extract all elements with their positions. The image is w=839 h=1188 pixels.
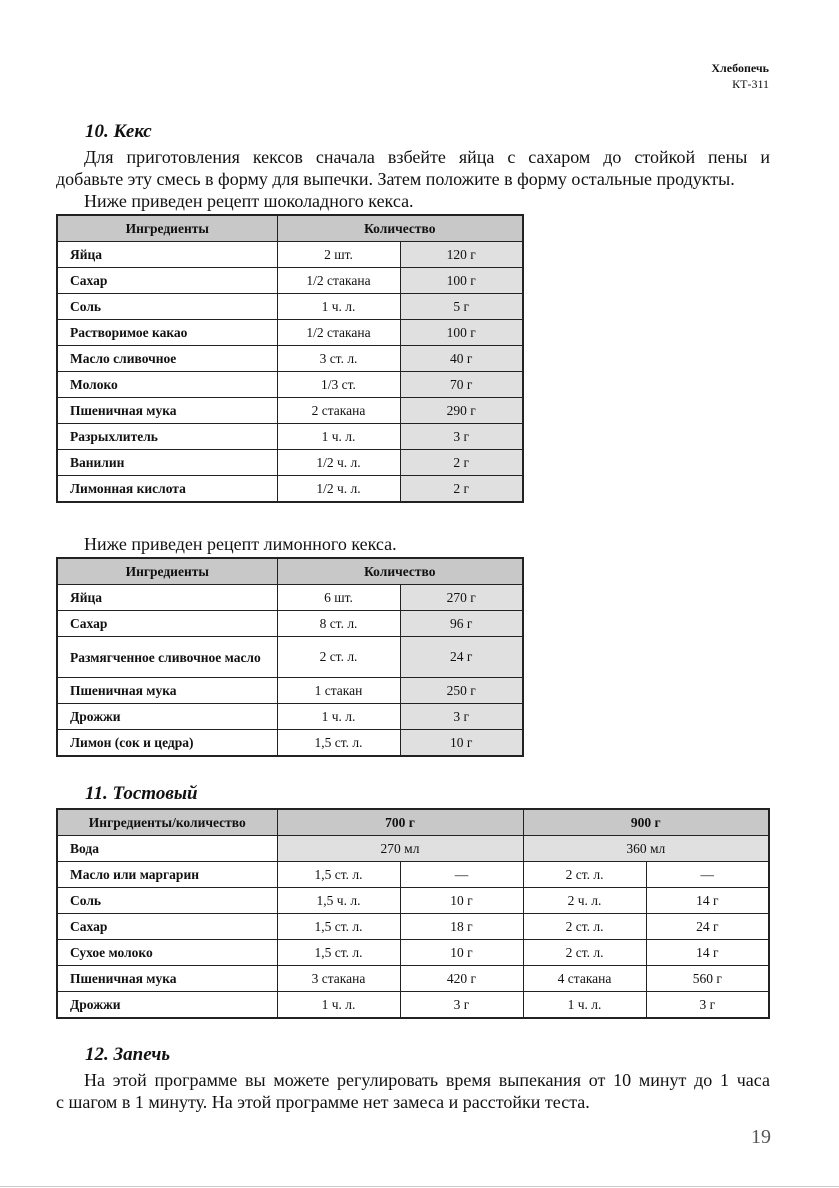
ingredient-name: Растворимое какао	[57, 320, 277, 346]
table-row	[57, 320, 523, 346]
header-brand: Хлебопечь	[711, 61, 769, 75]
ingredient-name: Пшеничная мука	[57, 678, 277, 704]
running-header	[711, 60, 769, 92]
table-row	[57, 836, 769, 862]
ingredient-name: Лимонная кислота	[57, 476, 277, 503]
measure-900: 2 ч. л.	[523, 888, 646, 914]
table-row	[57, 294, 523, 320]
table-row	[57, 704, 523, 730]
table-row	[57, 637, 523, 678]
toast-bread-table	[56, 808, 770, 1019]
bake-paragraph-line1: На этой программе вы можете регулировать время выпекания от 10 минут до 1 часа	[84, 1070, 770, 1090]
ingredient-weight: 2 г	[400, 450, 523, 476]
ingredient-name: Яйца	[57, 585, 277, 611]
page-number: 19	[751, 1126, 771, 1148]
ingredient-name: Соль	[57, 888, 277, 914]
ingredient-measure: 1,5 ст. л.	[277, 730, 400, 757]
measure-900: 2 ст. л.	[523, 940, 646, 966]
ingredient-measure: 3 ст. л.	[277, 346, 400, 372]
bake-paragraph-line2: с шагом в 1 минуту. На этой программе нет замеса и расстойки теста.	[56, 1092, 590, 1112]
ingredient-measure: 8 ст. л.	[277, 611, 400, 637]
ingredient-weight: 120 г	[400, 242, 523, 268]
ingredient-measure: 2 стакана	[277, 398, 400, 424]
ingredient-measure: 1 ч. л.	[277, 704, 400, 730]
weight-900: 560 г	[646, 966, 769, 992]
measure-700: 1 ч. л.	[277, 992, 400, 1019]
ingredient-weight: 70 г	[400, 372, 523, 398]
ingredient-weight: 250 г	[400, 678, 523, 704]
table-row	[57, 476, 523, 503]
weight-700: 18 г	[400, 914, 523, 940]
ingredient-weight: 270 г	[400, 585, 523, 611]
measure-900: 1 ч. л.	[523, 992, 646, 1019]
measure-700: 3 стакана	[277, 966, 400, 992]
table-row	[57, 585, 523, 611]
table-row	[57, 966, 769, 992]
ingredient-measure: 6 шт.	[277, 585, 400, 611]
measure-700: 1,5 ст. л.	[277, 862, 400, 888]
cake-paragraph-line2: добавьте эту смесь в форму для выпечки. Затем положите в форму остальные продукты.	[56, 169, 735, 189]
ingredient-name: Размягченное сливочное масло	[57, 637, 277, 678]
col-header-700g: 700 г	[277, 809, 523, 836]
table-row	[57, 730, 523, 757]
ingredient-weight: 24 г	[400, 637, 523, 678]
water-900: 360 мл	[523, 836, 769, 862]
ingredient-name: Ванилин	[57, 450, 277, 476]
weight-900: 14 г	[646, 888, 769, 914]
ingredient-weight: 290 г	[400, 398, 523, 424]
ingredient-measure: 1/3 ст.	[277, 372, 400, 398]
cake-paragraph-line1: Для приготовления кексов сначала взбейте яйца с сахаром до стойкой пены и	[84, 147, 770, 167]
ingredient-name: Сахар	[57, 914, 277, 940]
lemon-intro: Ниже приведен рецепт лимонного кекса.	[84, 534, 397, 554]
ingredient-name: Разрыхлитель	[57, 424, 277, 450]
weight-900: 14 г	[646, 940, 769, 966]
table-row	[57, 862, 769, 888]
ingredient-weight: 3 г	[400, 704, 523, 730]
header-model: КТ-311	[732, 77, 769, 91]
col-header-quantity: Количество	[277, 215, 523, 242]
page-bottom-edge	[0, 1186, 839, 1187]
ingredient-weight: 40 г	[400, 346, 523, 372]
ingredient-measure: 1 стакан	[277, 678, 400, 704]
ingredient-measure: 1/2 ч. л.	[277, 476, 400, 503]
ingredient-measure: 2 ст. л.	[277, 637, 400, 678]
ingredient-weight: 10 г	[400, 730, 523, 757]
ingredient-name: Молоко	[57, 372, 277, 398]
table-row	[57, 268, 523, 294]
table-row	[57, 372, 523, 398]
col-header-quantity: Количество	[277, 558, 523, 585]
ingredient-name: Дрожжи	[57, 992, 277, 1019]
weight-700: 3 г	[400, 992, 523, 1019]
ingredient-name: Дрожжи	[57, 704, 277, 730]
ingredient-weight: 100 г	[400, 320, 523, 346]
ingredient-weight: 96 г	[400, 611, 523, 637]
ingredient-name: Пшеничная мука	[57, 398, 277, 424]
ingredient-weight: 2 г	[400, 476, 523, 503]
table-row	[57, 888, 769, 914]
table-row	[57, 940, 769, 966]
measure-700: 1,5 ст. л.	[277, 914, 400, 940]
col-header-900g: 900 г	[523, 809, 769, 836]
table-row	[57, 992, 769, 1019]
ingredient-measure: 1 ч. л.	[277, 294, 400, 320]
ingredient-name: Лимон (сок и цедра)	[57, 730, 277, 757]
weight-900: —	[646, 862, 769, 888]
ingredient-measure: 1/2 стакана	[277, 268, 400, 294]
water-700: 270 мл	[277, 836, 523, 862]
section-title-cake: 10. Кекс	[85, 121, 152, 142]
ingredient-name: Вода	[57, 836, 277, 862]
ingredient-name: Пшеничная мука	[57, 966, 277, 992]
measure-700: 1,5 ст. л.	[277, 940, 400, 966]
weight-700: —	[400, 862, 523, 888]
table-row	[57, 914, 769, 940]
table-row	[57, 450, 523, 476]
weight-900: 3 г	[646, 992, 769, 1019]
measure-900: 2 ст. л.	[523, 862, 646, 888]
measure-900: 2 ст. л.	[523, 914, 646, 940]
ingredient-weight: 5 г	[400, 294, 523, 320]
table-row	[57, 611, 523, 637]
ingredient-name: Сахар	[57, 268, 277, 294]
col-header-ingredients: Ингредиенты	[57, 215, 277, 242]
table-row	[57, 424, 523, 450]
ingredient-name: Масло или маргарин	[57, 862, 277, 888]
table-row	[57, 398, 523, 424]
col-header-ingredients: Ингредиенты	[57, 558, 277, 585]
ingredient-weight: 3 г	[400, 424, 523, 450]
weight-700: 10 г	[400, 940, 523, 966]
ingredient-name: Масло сливочное	[57, 346, 277, 372]
ingredient-name: Яйца	[57, 242, 277, 268]
weight-900: 24 г	[646, 914, 769, 940]
weight-700: 10 г	[400, 888, 523, 914]
weight-700: 420 г	[400, 966, 523, 992]
ingredient-name: Соль	[57, 294, 277, 320]
ingredient-measure: 1/2 стакана	[277, 320, 400, 346]
ingredient-measure: 1/2 ч. л.	[277, 450, 400, 476]
table-row	[57, 242, 523, 268]
chocolate-intro: Ниже приведен рецепт шоколадного кекса.	[84, 191, 414, 211]
ingredient-name: Сахар	[57, 611, 277, 637]
col-header-ingredients: Ингредиенты/количество	[57, 809, 277, 836]
table-row	[57, 346, 523, 372]
chocolate-cake-table	[56, 214, 524, 503]
ingredient-name: Сухое молоко	[57, 940, 277, 966]
ingredient-measure: 2 шт.	[277, 242, 400, 268]
section-title-toast: 11. Тостовый	[85, 783, 198, 804]
measure-900: 4 стакана	[523, 966, 646, 992]
section-title-bake: 12. Запечь	[85, 1044, 171, 1065]
ingredient-measure: 1 ч. л.	[277, 424, 400, 450]
lemon-cake-table	[56, 557, 524, 757]
measure-700: 1,5 ч. л.	[277, 888, 400, 914]
ingredient-weight: 100 г	[400, 268, 523, 294]
table-row	[57, 678, 523, 704]
